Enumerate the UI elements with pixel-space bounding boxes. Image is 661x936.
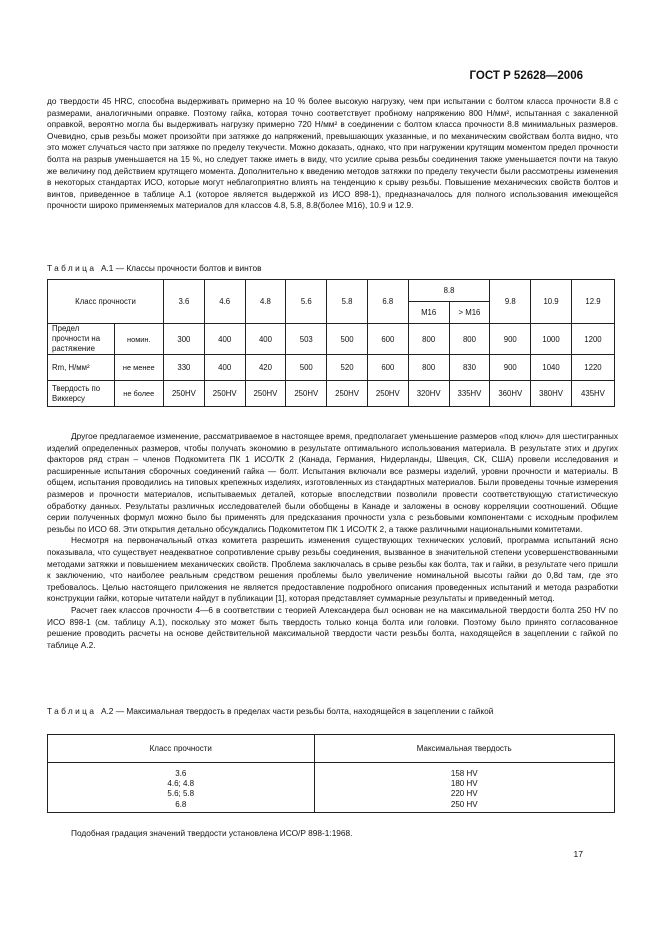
table-a1-cell: 435HV	[571, 381, 614, 407]
table-a2-class: 5.6; 5.8	[167, 789, 195, 799]
table-a1-caption-label: Таблица	[47, 263, 97, 273]
table-a1-cell: 500	[327, 324, 368, 355]
table-a1-cell: 360HV	[490, 381, 531, 407]
table-a1-cell: 800	[408, 355, 449, 381]
table-a1-class: 9.8	[490, 280, 531, 324]
page-number: 17	[573, 849, 583, 859]
table-a1-cell: 900	[490, 355, 531, 381]
table-a2	[47, 734, 615, 813]
paragraph-1-text: до твердости 45 HRC, способна выдерживать примерно на 10 % более высокую нагрузку, чем при испытании с болтом класса прочности 8.8 с размерами, аналогичными оправке. Поэтому гайка, которая точно соответствует пробному напряжению 800 Н/мм², испытанная с закаленной оправкой, вероятно могла бы выдерживать нагрузку примерно 720 Н/мм² в соединении с болтом класса прочности 8.8 минимальных размеров. Очевидно, срыв резьбы может произойти при затяжке до напряжений, превышающих указанные, и по механическим свойствам болта видно, что это может случаться часто при затяжке по пределу текучести. Можно доказать, однако, что при нагружении крутящим моментом предел прочности болта на разрыв уменьшается на 15 %, но следует также иметь в виду, что усилие срыва резьбы соединения также уменьшается почти на такую же величину под действием крутящего момента. Дополнительно к введению методов затяжки по пределу текучести были рассмотрены изменения в некоторых стандартах ИСО, которые могут неблагоприятно влиять на тенденцию к срыву резьбы. Повышение механических свойств болтов и винтов, приведенное в таблице А.1 (которое является выдержкой из ИСО 898-1), предназначалось для полного использования имеющейся прочности широко применяемых материалов для классов 4.8, 5.8, 8.8(более М16), 10.9 и 12.9.	[47, 96, 618, 211]
table-a2-hardness: 158 HV	[450, 769, 478, 778]
table-a1-cell: 800	[408, 324, 449, 355]
table-a1-sub-88: М16	[408, 302, 449, 324]
table-a1-class: 5.6	[286, 280, 327, 324]
table-a2-class: 4.6; 4.8	[167, 779, 195, 789]
table-a1-cell: 800	[449, 324, 490, 355]
table-a2-hardness: 220 HV	[450, 789, 478, 799]
table-a1-class: 5.8	[327, 280, 368, 324]
table-a1-class-header: Класс прочности	[48, 280, 164, 324]
table-a2-hardness: 180 HV	[450, 779, 478, 789]
table-a1-row	[48, 381, 615, 407]
table-a1-cell: 503	[286, 324, 327, 355]
table-a1-caption	[47, 263, 261, 274]
table-a2-caption	[47, 706, 567, 717]
paragraph-2: Другое предлагаемое изменение, рассматриваемое в настоящее время, предполагает уменьшение размеров «под ключ» для шестигранных изделий определенных размеров, чтобы получать экономию в результате оптимального использования материала. В результате этих и других факторов ряд стран – членов Подкомитета ПК 1 ИСО/ТК 2 (Канада, Германия, Нидерланды, Швеция, СК, США) провели исследования и расширенные испытания сборочных соединений гайка — болт. Испытания включали все размеры изделий, уровни прочности и материалы. В общем, испытания проводились на типовых крепежных изделиях, изготовленных из стандартных материалов. Были проведены точные измерения размеров и прочности материалов, испытываемых деталей, которые впоследствии позволили провести соответствующую статистическую обработку данных. Результаты различных исследователей были обобщены в Канаде и заложены в основу корреляции соотношений. Общие серии полученных формул можно было бы применять для предсказания прочности узла с резьбовыми компонентами с исходным профилем резьбы по ИСО 68. Эти открытия детально обсуждались Подкомитетом ПК 1 ИСО/ТК 2, а также различными национальными комитетами.	[47, 431, 618, 534]
table-a1-row-sub: не более	[114, 381, 163, 407]
table-a1-cell: 600	[367, 324, 408, 355]
table-a1-cell: 300	[163, 324, 204, 355]
table-a2-class: 6.8	[175, 799, 187, 809]
table-a2-hardness: 250 HV	[450, 799, 478, 809]
table-a1-cell: 250HV	[286, 381, 327, 407]
table-a2-col-hardness: Максимальная твердость	[314, 735, 614, 763]
table-a1-cell: 500	[286, 355, 327, 381]
table-a1	[47, 279, 615, 407]
table-a1-sub-88: > М16	[449, 302, 490, 324]
table-a1-caption-text: А.1 — Классы прочности болтов и винтов	[100, 263, 262, 273]
table-a1-cell: 1220	[571, 355, 614, 381]
table-a1-cell: 830	[449, 355, 490, 381]
table-a2-classes	[48, 763, 315, 813]
table-a1-cell: 250HV	[163, 381, 204, 407]
table-a1-cell: 1040	[531, 355, 572, 381]
paragraph-5-text: Подобная градация значений твердости установлена ИСО/Р 898-1:1968.	[71, 828, 353, 838]
table-a1-cell: 600	[367, 355, 408, 381]
table-a1-row-label: Rm, Н/мм²	[48, 355, 115, 381]
paragraph-4: Расчет гаек классов прочности 4—6 в соответствии с теорией Александера был основан не на максимальной твердости болта 250 HV по ИСО 898-1 (см. таблицу А.1), поскольку это может быть твердость только конца болта или головки. Поэтому было принято согласованное решение проводить расчеты на основе действительной максимальной твердости части резьбы болта, находящейся в зацеплении с гайкой по таблице А.2.	[47, 604, 618, 650]
table-a1-class: 3.6	[163, 280, 204, 324]
table-a1-cell: 1000	[531, 324, 572, 355]
table-a1-cell: 250HV	[367, 381, 408, 407]
table-a2-caption-label: Таблица	[47, 706, 97, 716]
table-a1-cell: 900	[490, 324, 531, 355]
table-a1-row	[48, 324, 615, 355]
table-a1-cell: 400	[204, 355, 245, 381]
table-a1-class: 10.9	[531, 280, 572, 324]
table-a1-class: 6.8	[367, 280, 408, 324]
table-a2-col-class: Класс прочности	[48, 735, 315, 763]
table-a1-cell: 520	[327, 355, 368, 381]
table-a1-class: 4.8	[245, 280, 286, 324]
table-a1-class: 12.9	[571, 280, 614, 324]
table-a2-body	[48, 763, 615, 813]
table-a1-cell: 330	[163, 355, 204, 381]
table-a1-cell: 400	[245, 324, 286, 355]
table-a1-cell: 250HV	[204, 381, 245, 407]
table-a1-row-sub: номин.	[114, 324, 163, 355]
table-a1-class-88: 8.8	[408, 280, 490, 302]
paragraph-1	[47, 96, 618, 212]
table-a1-cell: 380HV	[531, 381, 572, 407]
paragraph-5	[47, 828, 618, 840]
document-header: ГОСТ Р 52628—2006	[469, 70, 583, 82]
paragraph-3: Несмотря на первоначальный отказ комитета разрешить изменения существующих технических условий, программа испытаний ясно показывала, что существует неадекватное сопротивление срыву резьбы соединения, вызванное в значительной степени усовершенствованными методами затяжки и повышением механических свойств. Проблема заключалась в срыве резьбы как болта, так и гайки, в результате чего пришли к заключению, что наиболее реальным средством решения проблемы было увеличение номинальной высоты гайки до 0,8d там, где это требовалось. Целью настоящего приложения не является предоставление подробного описания проведенных испытаний и метода разработки конструкции гайки, которые читатели найдут в публикации [1], которая представляет суммарные результаты и приведенный метод.	[47, 535, 618, 604]
table-a1-cell: 250HV	[327, 381, 368, 407]
table-a1-row	[48, 355, 615, 381]
table-a1-cell: 420	[245, 355, 286, 381]
paragraphs-main	[47, 431, 618, 651]
table-a1-row-label: Твердость по Виккерсу	[48, 381, 115, 407]
table-a1-cell: 1200	[571, 324, 614, 355]
table-a1-cell: 250HV	[245, 381, 286, 407]
table-a1-row-label: Предел прочности на растяжение	[48, 324, 115, 355]
table-a1-row-sub: не менее	[114, 355, 163, 381]
table-a1-cell: 320HV	[408, 381, 449, 407]
table-a1-cell: 335HV	[449, 381, 490, 407]
table-a2-caption-text: А.2 — Максимальная твердость в пределах части резьбы болта, находящейся в зацеплении с гайкой	[100, 706, 494, 716]
table-a2-class: 3.6	[175, 769, 187, 778]
table-a1-cell: 400	[204, 324, 245, 355]
table-a1-class: 4.6	[204, 280, 245, 324]
table-a2-hardness-values	[314, 763, 614, 813]
